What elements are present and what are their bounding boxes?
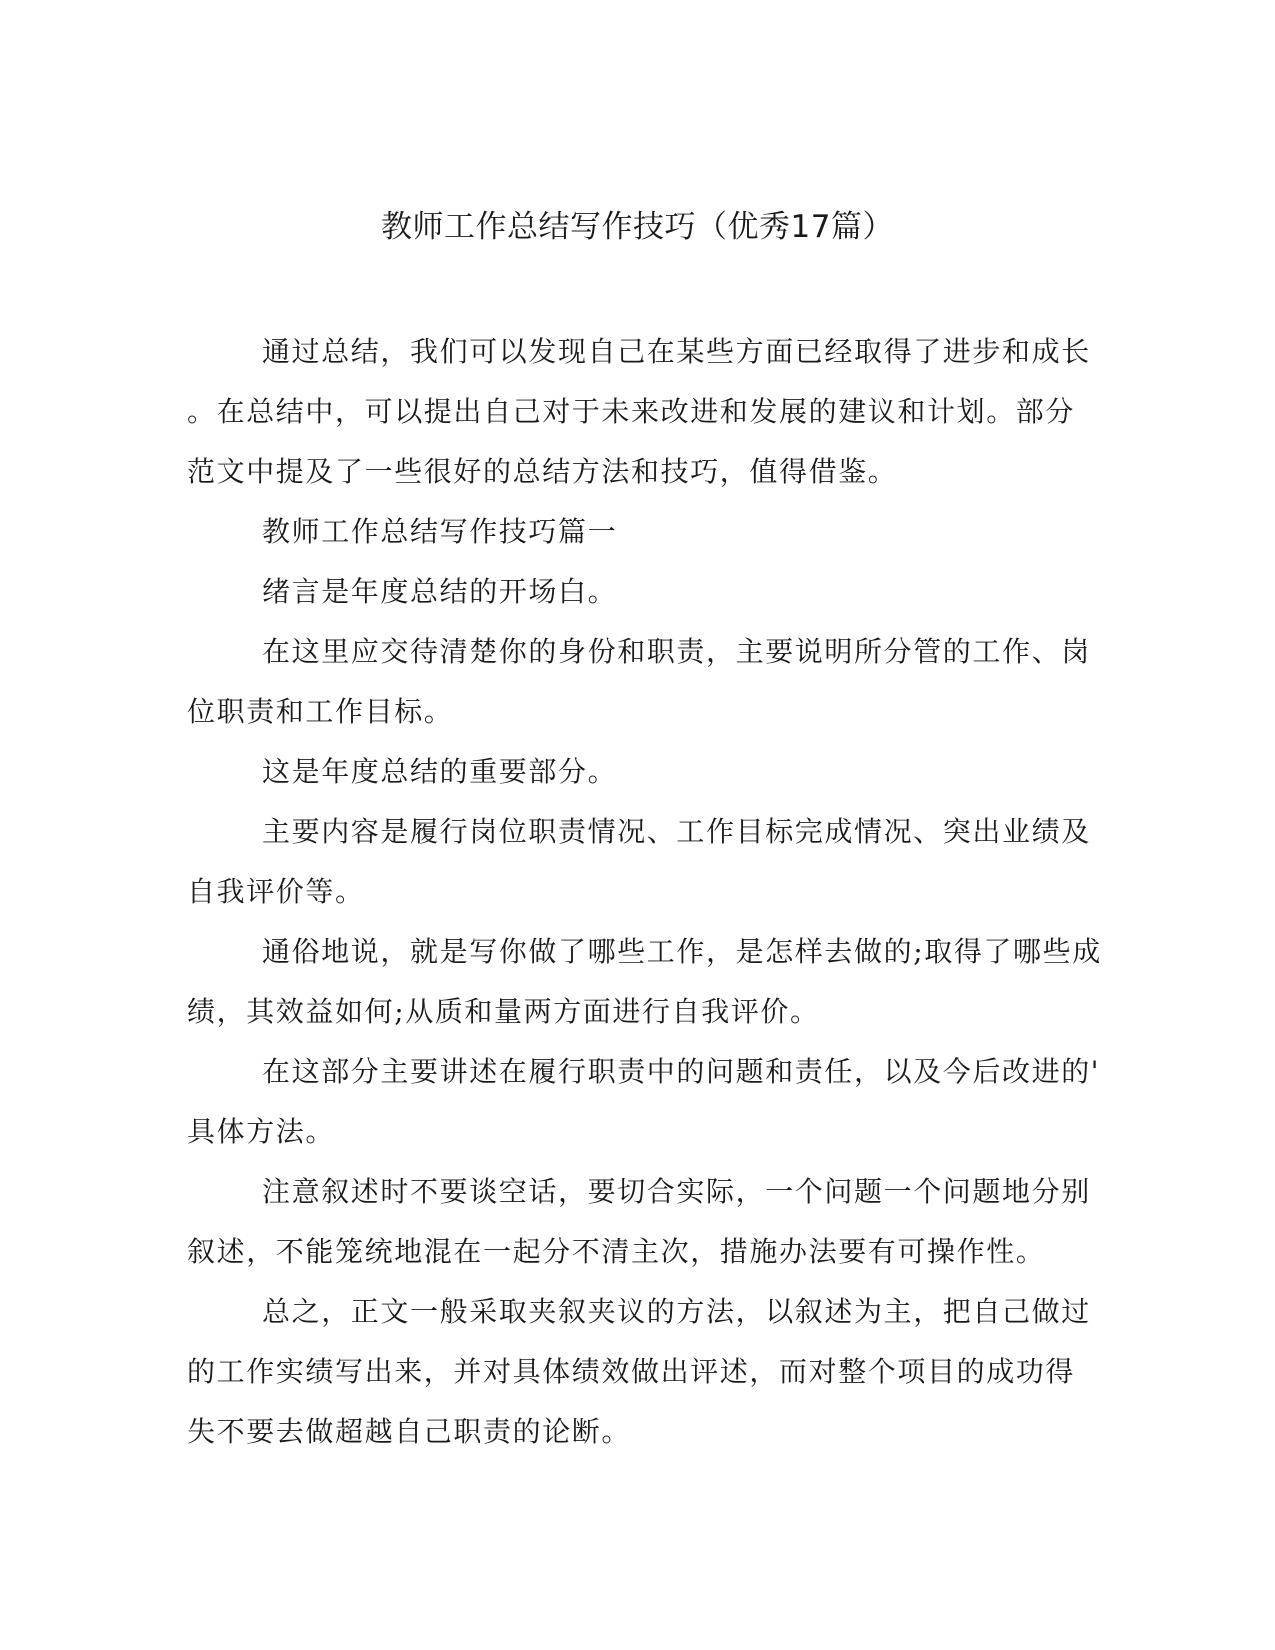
text-line: 的工作实绩写出来，并对具体绩效做出评述，而对整个项目的成功得 [187,1355,1076,1388]
section-heading [187,502,1087,562]
paragraph [187,802,1091,922]
text-line: 绪言是年度总结的开场白。 [262,575,618,608]
paragraph [187,562,1087,622]
text-line: 叙述，不能笼统地混在一起分不清主次，措施办法要有可操作性。 [187,1235,1046,1268]
text-line: 。在总结中，可以提出自己对于未来改进和发展的建议和计划。部分 [187,395,1076,428]
text-line: 失不要去做超越自己职责的论断。 [187,1415,632,1448]
text-line: 在这部分主要讲述在履行职责中的问题和责任，以及今后改进的' [262,1055,1101,1088]
text-line: 位职责和工作目标。 [187,695,454,728]
paragraph [187,742,1087,802]
text-line: 通过总结，我们可以发现自己在某些方面已经取得了进步和成长 [262,335,1091,368]
document-title: 教师工作总结写作技巧（优秀17篇） [381,209,894,245]
paragraph [187,1162,1091,1282]
text-line: 通俗地说，就是写你做了哪些工作，是怎样去做的;取得了哪些成 [262,935,1102,968]
text-line: 主要内容是履行岗位职责情况、工作目标完成情况、突出业绩及 [262,815,1091,848]
text-line: 范文中提及了一些很好的总结方法和技巧，值得借鉴。 [187,455,898,488]
text-line: 在这里应交待清楚你的身份和职责，主要说明所分管的工作、岗 [262,635,1091,668]
paragraph [187,622,1091,742]
text-line: 注意叙述时不要谈空话，要切合实际，一个问题一个问题地分别 [262,1175,1091,1208]
text-line: 教师工作总结写作技巧篇一 [262,515,618,548]
document-body [187,322,1102,1462]
text-line: 总之，正文一般采取夹叙夹议的方法，以叙述为主，把自己做过 [262,1295,1091,1328]
paragraph-intro [187,322,1091,502]
text-line: 这是年度总结的重要部分。 [262,755,618,788]
paragraph [187,1042,1101,1162]
text-line: 自我评价等。 [187,875,365,908]
text-line: 绩，其效益如何;从质和量两方面进行自我评价。 [187,995,820,1028]
paragraph [187,1282,1091,1462]
text-line: 具体方法。 [187,1115,336,1148]
paragraph [187,922,1102,1042]
